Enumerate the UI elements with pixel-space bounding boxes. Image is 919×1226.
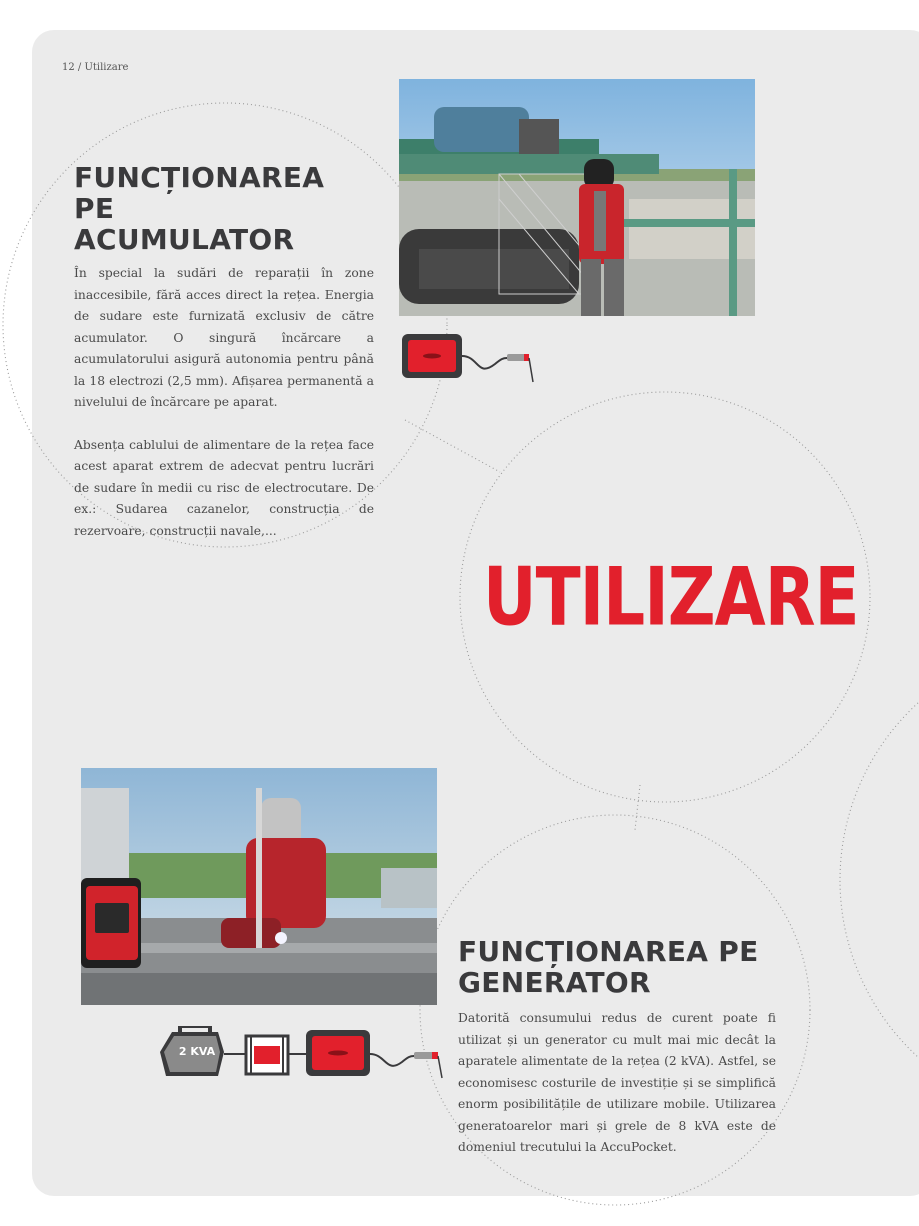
photo-battery-welding — [399, 79, 755, 316]
section-generator — [458, 936, 776, 1159]
rooftop-welding-image — [81, 768, 437, 1005]
battery-paragraph-1: În special la sudări de reparații în zone inaccesibile, fără acces direct la rețea. Energia de sudare este furnizată exclusiv de către acumulator. O singură încărcare a acumulatorului asigură autonomia pentru până la 18 electrozi (2,5 mm). Afișarea permanentă a nivelului de încărcare pe aparat. — [74, 266, 374, 409]
welding-scene-image — [399, 79, 755, 316]
generator-title-line2: GENERATOR — [458, 966, 651, 999]
generator-kva-label: 2 KVA — [178, 1045, 216, 1058]
battery-title — [74, 162, 374, 255]
headline-utilizare: UTILIZARE — [483, 550, 859, 644]
battery-title-line1: FUNCȚIONAREA PE — [74, 161, 325, 225]
generator-paragraph: Datorită consumului redus de curent poate fi utilizat și un generator cu mult mai mic decât la aparatele alimentate de la rețea (2 kVA). Astfel, se economisesc costurile de investiție și se simplifică enorm posibilitățile de utilizare mobile. Utilizarea generatoarelor mari și grele de 8 kVA este de domeniul trecutului la AccuPocket. — [458, 1011, 776, 1154]
section-battery — [74, 162, 374, 542]
generator-title-line1: FUNCȚIONAREA PE — [458, 935, 759, 968]
generator-title — [458, 936, 776, 998]
accupocket-welder-icon — [399, 328, 539, 384]
battery-paragraph-2: Absența cablului de alimentare de la rețea face acest aparat extrem de adecvat pentru lucrări de sudare în medii cu risc de electrocutare. De ex.: Sudarea cazanelor, construcția de rezervoare, construcții navale,... — [74, 437, 374, 538]
battery-title-line2: ACUMULATOR — [74, 223, 295, 256]
running-head: 12 / Utilizare — [62, 62, 129, 73]
photo-generator-welding — [81, 768, 437, 1005]
